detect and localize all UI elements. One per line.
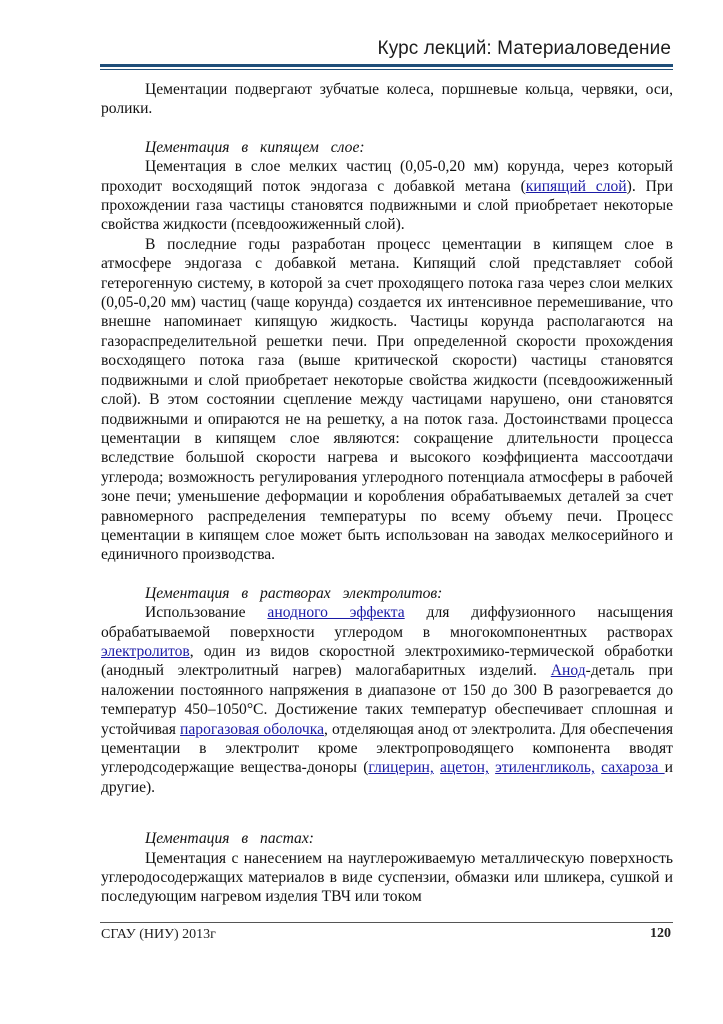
header-rule-thin xyxy=(100,69,673,70)
section-heading-fluidized-bed: Цементация в кипящем слое: xyxy=(145,138,365,156)
page-number: 120 xyxy=(650,926,671,941)
pastes-paragraph: Цементация с нанесением на науглероживаемую металлическую поверхность углеродосодержащих материалов в виде суспензии, обмазки или шликера, сушкой и последующим нагревом изделия ТВЧ или током xyxy=(101,849,673,906)
intro-paragraph: Цементации подвергают зубчатые колеса, поршневые кольца, червяки, оси, ролики. xyxy=(101,81,673,118)
link-anode[interactable]: Анод xyxy=(550,662,586,680)
fluidized-bed-paragraph-2: В последние годы разработан процесс цементации в кипящем слое в атмосфере эндогаза с добавкой метана. Кипящий слой представляет собой гетерогенную систему, в которой за счет проходящего потока газа через слои мелких (0,05-0,20 мм) частиц (чаще корунда) создается их интенсивное перемешивание, что внешне напоминает кипящую жидкость. Частицы корунда располагаются на газораспределительной решетки печи. При определенной скорости прохождения восходящего потока газа (выше критической скорости) частицы становятся подвижными и слой приобретает некоторые свойства жидкости (псевдоожиженный слой). В этом состоянии сцепление между частицами нарушено, они становятся подвижными и опираются не на решетку, а на поток газа. Достоинствами процесса цементации в кипящем слое являются: сокращение длительности процесса вследствие большой скорости нагрева и высокого коэффициента массоотдачи углерода; возможность регулирования углеродного потенциала атмосферы в рабочей зоне печи; уменьшение деформации и коробления обрабатываемых деталей за счет равномерного распределения температуры по всему объему печи. Процесс цементации в кипящем слое может быть использован на заводах мелкосерийного и единичного производства. xyxy=(101,235,673,564)
link-sucrose[interactable]: сахароза xyxy=(601,759,665,777)
electrolytes-paragraph: Использование анодного эффекта для диффузионного насыщения обрабатываемой поверхности углеродом в многокомпонентных растворах электролитов, один из видов скоростной электрохимико-термической обработки (анодный электролитный нагрев) малогабаритных изделий. Анод-деталь при наложении постоянного напряжения в диапазоне от 150 до 300 В разогревается до температур 450–1050°С. Достижение таких температур обеспечивает сплошная и устойчивая парогазовая оболочка, отделяющая анод от электролита. Для обеспечения цементации в электролит кроме электропроводящего компонента вводят углеродсодержащие вещества-доноры (глицерин, ацетон, этиленгликоль, сахароза и другие). xyxy=(101,604,674,796)
page-content xyxy=(101,80,673,907)
header-rule-thick xyxy=(100,64,673,67)
link-anode-effect[interactable]: анодного эффекта xyxy=(267,604,405,622)
link-electrolytes[interactable]: электролитов xyxy=(101,642,190,660)
fluidized-bed-paragraph-1: Цементация в слое мелких частиц (0,05-0,20 мм) корунда, через который проходит восходящий поток эндогаза с добавкой метана (кипящий слой). При прохождении газа частицы становятся подвижными и слой приобретает некоторые свойства жидкости (псевдоожиженный слой). xyxy=(101,158,673,234)
link-ethylene-glycol[interactable]: этиленгликоль, xyxy=(495,759,595,777)
section-heading-pastes: Цементация в пастах: xyxy=(145,830,314,848)
link-fluidized-bed[interactable]: кипящий слой xyxy=(525,177,627,195)
footer-organization: СГАУ (НИУ) 2013г xyxy=(101,927,216,942)
section-heading-electrolytes: Цементация в растворах электролитов: xyxy=(145,584,443,602)
link-glycerin[interactable]: глицерин, xyxy=(368,759,434,777)
link-acetone[interactable]: ацетон, xyxy=(440,759,489,777)
page-header-title: Курс лекций: Материаловедение xyxy=(377,38,671,59)
link-vapor-gas-shell[interactable]: парогазовая оболочка xyxy=(180,720,325,738)
footer-rule xyxy=(100,922,673,923)
